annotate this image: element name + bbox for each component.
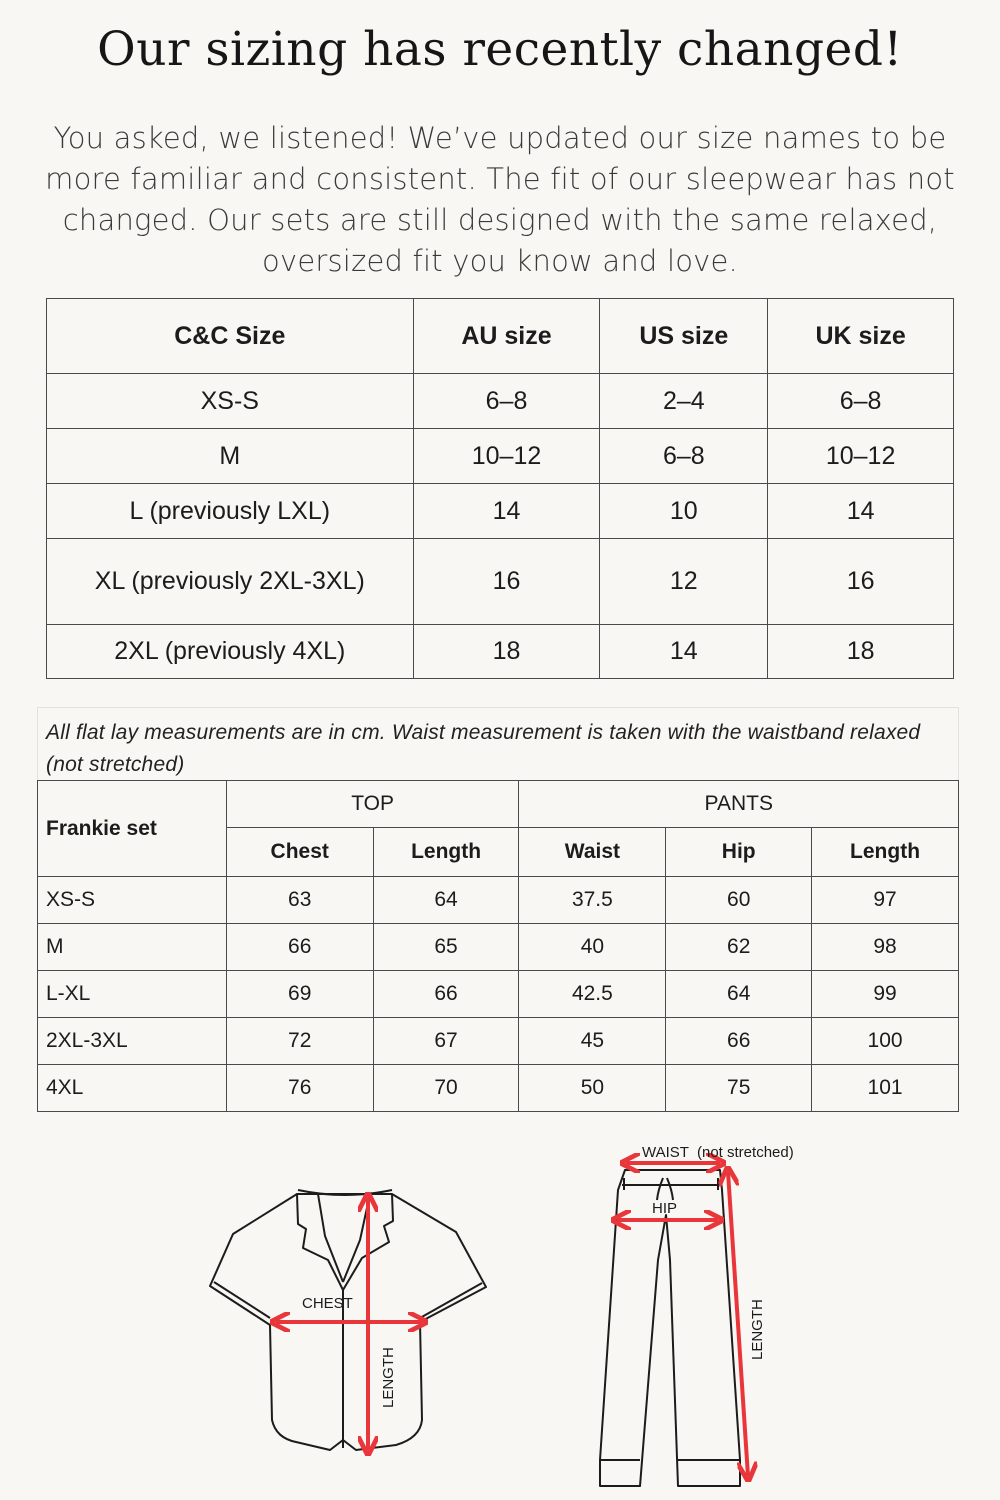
cell-waist: 40: [519, 924, 666, 971]
cell-chest: 63: [226, 877, 373, 924]
header-au-size: AU size: [413, 299, 600, 374]
cell-chest: 72: [226, 1018, 373, 1065]
table-row: [47, 484, 954, 539]
cell-cc-size: M: [47, 429, 414, 484]
waist-label: WAIST (not stretched): [642, 1144, 794, 1161]
header-waist: Waist: [519, 828, 666, 877]
page-title: Our sizing has recently changed!: [97, 22, 903, 77]
header-hip: Hip: [666, 828, 812, 877]
measurement-diagram: [0, 1130, 1000, 1500]
cell-cc-size: L (previously LXL): [47, 484, 414, 539]
cell-hip: 75: [666, 1065, 812, 1112]
cell-pants-length: 98: [812, 924, 959, 971]
cell-us-size: 12: [600, 539, 768, 625]
cell-size: XS-S: [38, 877, 227, 924]
cell-pants-length: 100: [812, 1018, 959, 1065]
group-header-row: [38, 781, 959, 828]
cell-au-size: 16: [413, 539, 600, 625]
header-chest: Chest: [226, 828, 373, 877]
cell-waist: 42.5: [519, 971, 666, 1018]
cell-us-size: 14: [600, 625, 768, 679]
cell-size: 4XL: [38, 1065, 227, 1112]
cell-uk-size: 16: [768, 539, 954, 625]
cell-cc-size: 2XL (previously 4XL): [47, 625, 414, 679]
cell-au-size: 18: [413, 625, 600, 679]
cell-top-length: 66: [373, 971, 519, 1018]
cell-pants-length: 99: [812, 971, 959, 1018]
cell-us-size: 6–8: [600, 429, 768, 484]
pants-group-header: PANTS: [519, 781, 959, 828]
header-cc-size: C&C Size: [47, 299, 414, 374]
cell-top-length: 70: [373, 1065, 519, 1112]
hip-label: HIP: [652, 1200, 678, 1217]
cell-hip: 60: [666, 877, 812, 924]
top-length-label: LENGTH: [380, 1347, 397, 1408]
measurement-table: [37, 780, 959, 1112]
pants-length-label: LENGTH: [749, 1299, 766, 1360]
cell-top-length: 65: [373, 924, 519, 971]
cell-au-size: 6–8: [413, 374, 600, 429]
size-conversion-table: [46, 298, 954, 679]
cell-uk-size: 10–12: [768, 429, 954, 484]
cell-chest: 76: [226, 1065, 373, 1112]
table-row: [38, 924, 959, 971]
cell-size: 2XL-3XL: [38, 1018, 227, 1065]
table-row: [47, 625, 954, 679]
cell-chest: 69: [226, 971, 373, 1018]
table-row: [47, 429, 954, 484]
cell-uk-size: 6–8: [768, 374, 954, 429]
cell-pants-length: 97: [812, 877, 959, 924]
cell-us-size: 2–4: [600, 374, 768, 429]
header-pants-length: Length: [812, 828, 959, 877]
table-row: [38, 971, 959, 1018]
cell-size: L-XL: [38, 971, 227, 1018]
measurement-note: All flat lay measurements are in cm. Waist measurement is taken with the waistband relaxed (not stretched): [37, 707, 959, 781]
intro-paragraph: You asked, we listened! We’ve updated our size names to be more familiar and consistent. The fit of our sleepwear has not changed. Our sets are still designed with the same relaxed, oversized fit you know and love.: [45, 121, 955, 278]
cell-waist: 45: [519, 1018, 666, 1065]
cell-waist: 50: [519, 1065, 666, 1112]
cell-hip: 64: [666, 971, 812, 1018]
cell-waist: 37.5: [519, 877, 666, 924]
cell-cc-size: XS-S: [47, 374, 414, 429]
cell-cc-size: XL (previously 2XL-3XL): [47, 539, 414, 625]
table-row: [47, 539, 954, 625]
cell-uk-size: 14: [768, 484, 954, 539]
table-row: [38, 1065, 959, 1112]
cell-au-size: 10–12: [413, 429, 600, 484]
cell-size: M: [38, 924, 227, 971]
cell-hip: 62: [666, 924, 812, 971]
header-uk-size: UK size: [768, 299, 954, 374]
cell-hip: 66: [666, 1018, 812, 1065]
cell-top-length: 67: [373, 1018, 519, 1065]
cell-top-length: 64: [373, 877, 519, 924]
table-row: [38, 877, 959, 924]
cell-us-size: 10: [600, 484, 768, 539]
chest-label: CHEST: [302, 1295, 353, 1312]
cell-au-size: 14: [413, 484, 600, 539]
cell-uk-size: 18: [768, 625, 954, 679]
cell-chest: 66: [226, 924, 373, 971]
cell-pants-length: 101: [812, 1065, 959, 1112]
pants-illustration: [600, 1170, 740, 1486]
header-us-size: US size: [600, 299, 768, 374]
header-top-length: Length: [373, 828, 519, 877]
table-header-row: [47, 299, 954, 374]
table-row: [47, 374, 954, 429]
top-group-header: TOP: [226, 781, 519, 828]
table-row: [38, 1018, 959, 1065]
frankie-set-header: Frankie set: [38, 781, 227, 877]
